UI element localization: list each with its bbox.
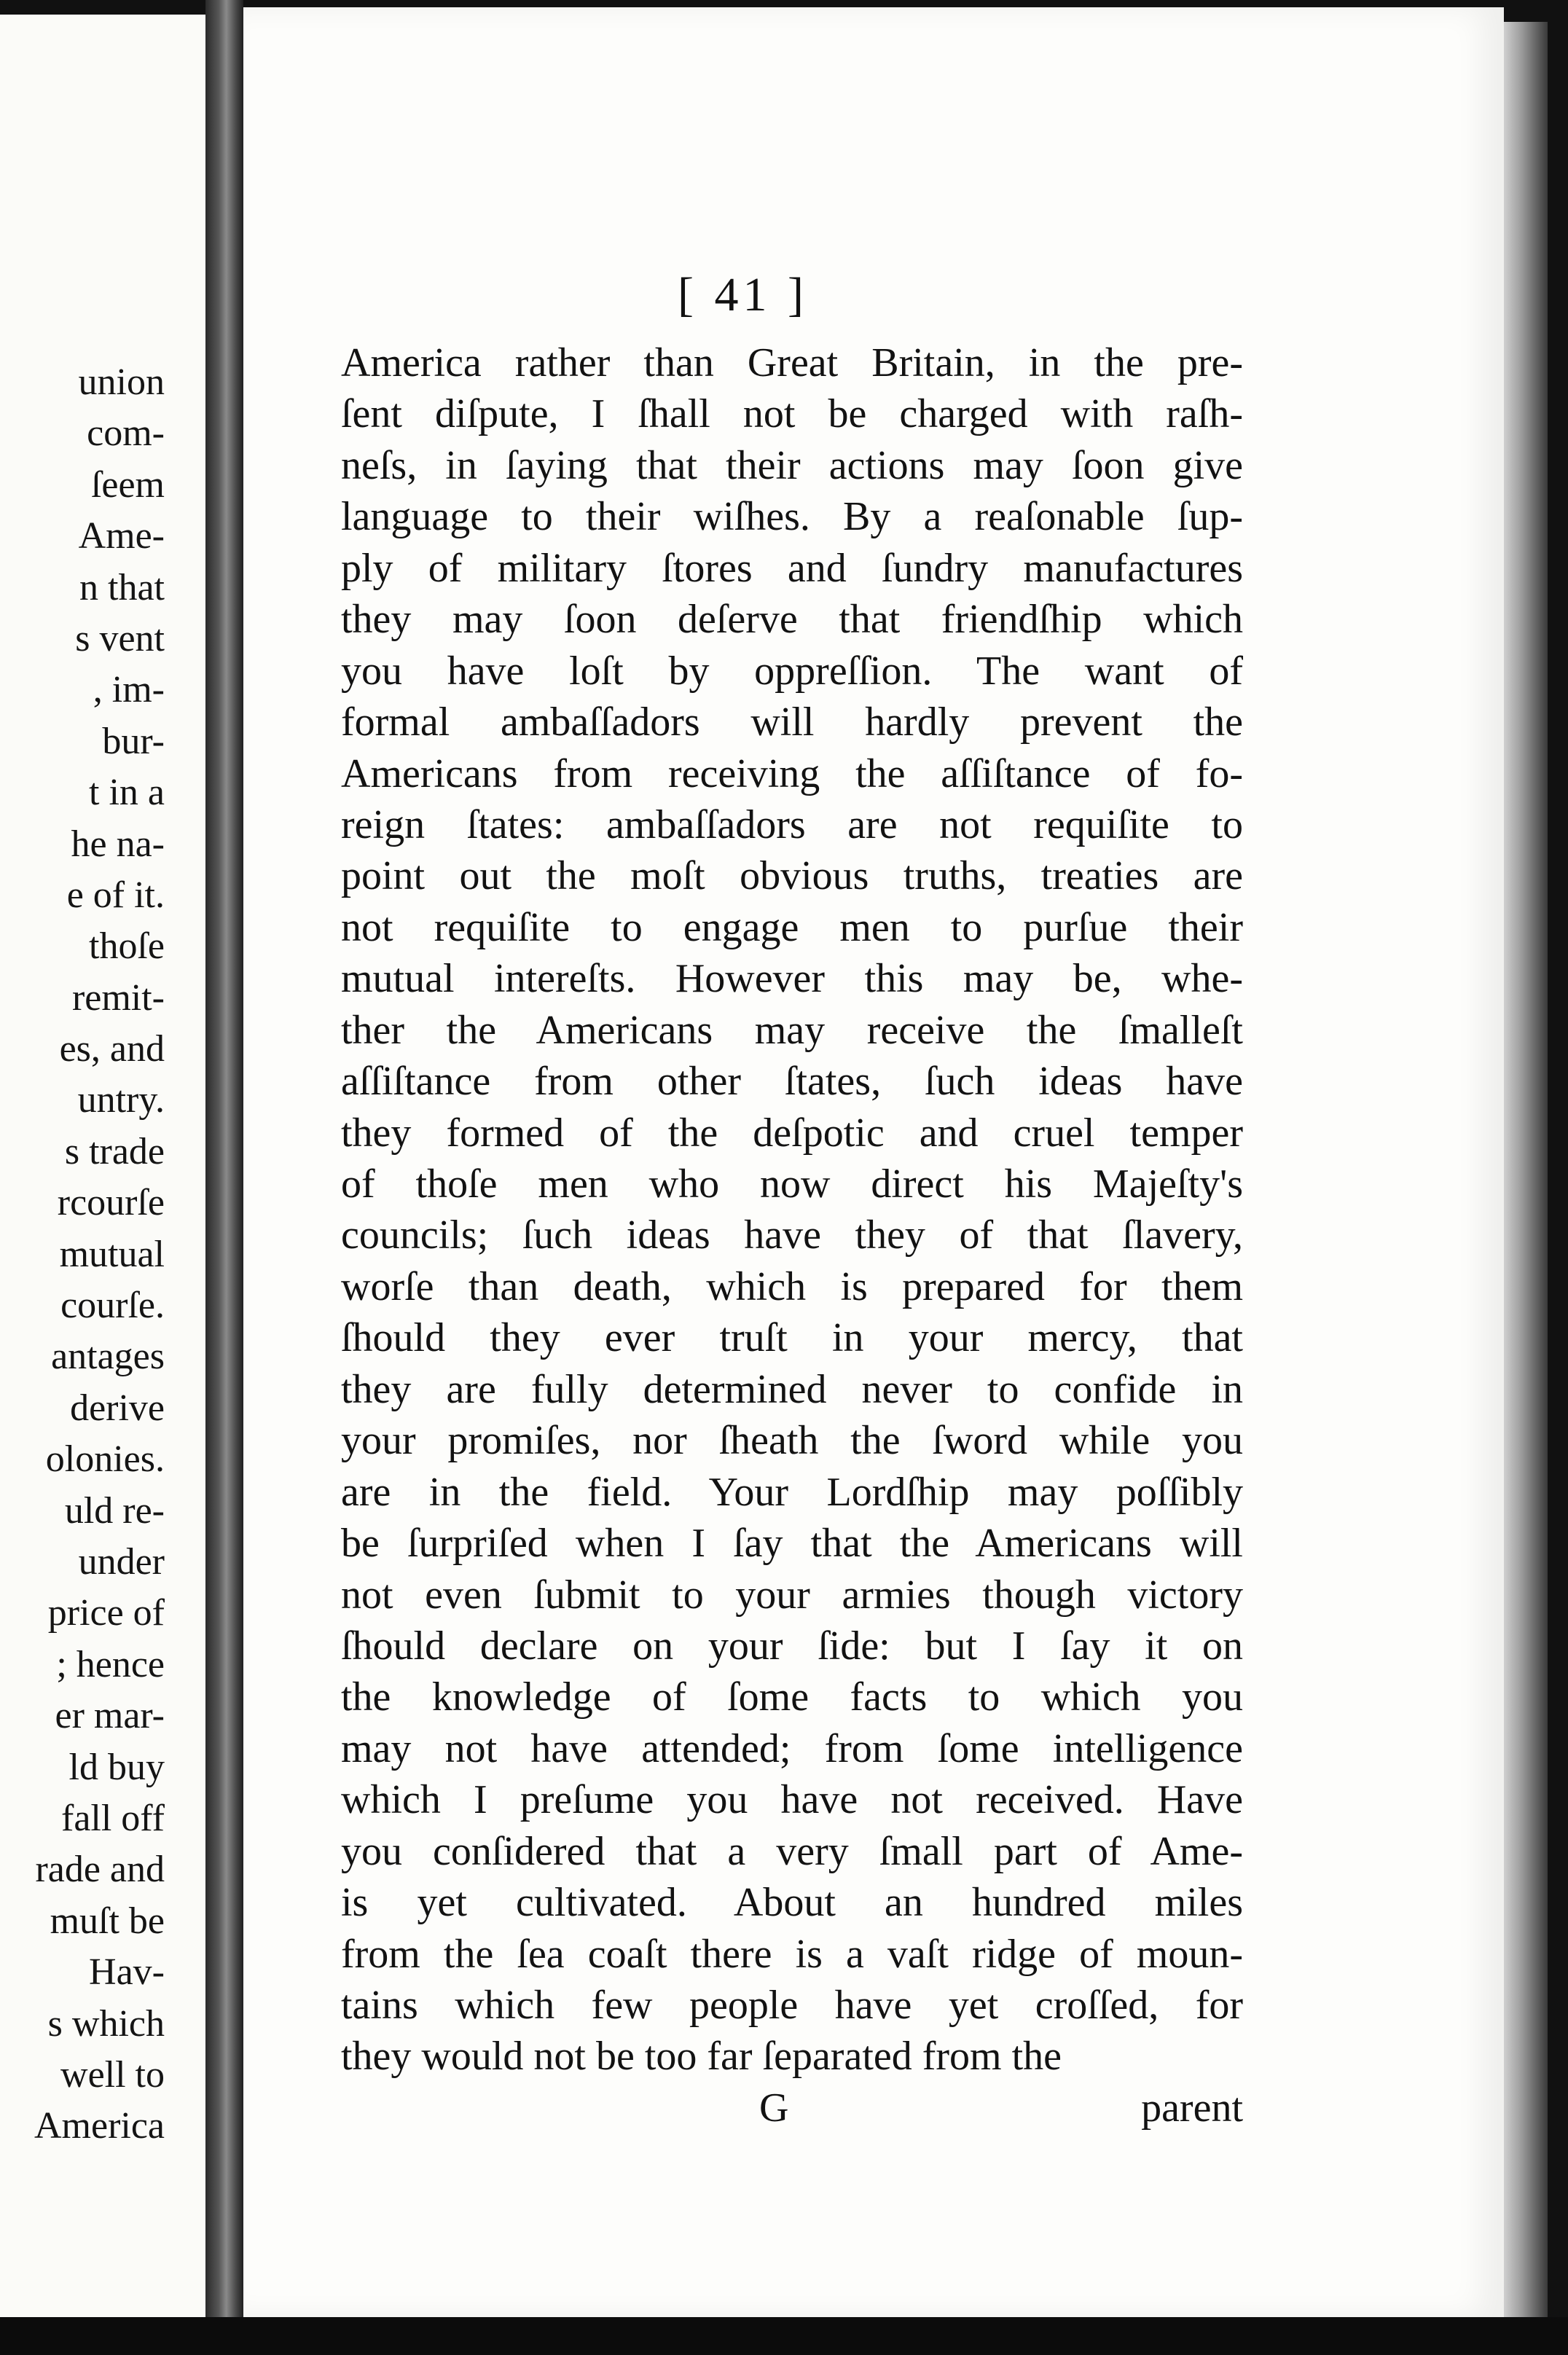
text-line: they would not be too far ſeparated from the [341,2034,1062,2080]
text-line: of thoſe men who now direct his Majeſty's [341,1161,1243,1207]
text-line: which I preſume you have not received. Have [341,1777,1243,1823]
facing-page-line: bur- [102,720,165,762]
text-line: neſs, in ſaying that their actions may ſoon give [341,442,1243,488]
facing-page-line: s trade [64,1130,165,1172]
facing-page-line: under [78,1540,165,1583]
text-line: may not have attended; from ſome intelligence [341,1725,1243,1771]
text-line: be ſurpriſed when I ſay that the Americans will [341,1521,1243,1567]
text-line: you have loſt by oppreſſion. The want of [341,648,1243,694]
text-line: the knowledge of ſome facts to which you [341,1674,1243,1720]
facing-page-line: n that [79,566,165,608]
facing-page-text [0,357,165,2152]
facing-page-line: well to [60,2053,165,2096]
text-line: councils; ſuch ideas have they of that ſlavery, [341,1212,1243,1258]
text-line: is yet cultivated. About an hundred miles [341,1880,1243,1926]
facing-page [0,15,205,2346]
text-line: ſent diſpute, I ſhall not be charged with raſh- [341,391,1243,437]
facing-page-line: he na- [71,823,165,865]
text-line: America rather than Great Britain, in the pre- [341,340,1243,385]
book-gutter [205,0,243,2355]
facing-page-line: remit- [71,976,165,1019]
facing-page-line: t in a [89,772,165,814]
facing-page-line: mutual [59,1233,165,1275]
body-text [341,337,1243,2082]
facing-page-line: ld buy [68,1746,165,1788]
text-line: language to their wiſhes. By a reaſonable ſup- [341,494,1243,540]
facing-page-line: es, and [59,1028,165,1070]
text-line: ther the Americans may receive the ſmalleſt [341,1007,1243,1053]
scan-border [0,2317,1568,2355]
text-line: not even ſubmit to your armies though victory [341,1572,1243,1618]
facing-page-line: ; hence [56,1643,165,1685]
text-line: tains which few people have yet croſſed, for [341,1983,1243,2028]
facing-page-line: s vent [75,617,165,659]
facing-page-line: rcourſe [57,1182,165,1224]
text-line: reign ſtates: ambaſſadors are not requiſite to [341,802,1243,847]
facing-page-line: Hav- [89,1951,165,1994]
facing-page-line: untry. [77,1079,165,1121]
facing-page-line: muſt be [50,1900,165,1942]
text-line: formal ambaſſadors will hardly prevent the [341,700,1243,745]
facing-page-line: antages [51,1336,165,1378]
text-line: they formed of the deſpotic and cruel temper [341,1110,1243,1156]
text-line: you conſidered that a very ſmall part of Ame- [341,1828,1243,1874]
facing-page-line: courſe. [60,1285,165,1327]
text-line: Americans from receiving the aſſiſtance of fo- [341,751,1243,796]
text-line: ſhould declare on your ſide: but I ſay it on [341,1623,1243,1669]
text-line: worſe than death, which is prepared for them [341,1263,1243,1309]
text-line: they may ſoon deſerve that friendſhip which [341,597,1243,643]
facing-page-line: com- [87,412,165,455]
facing-page-line: , im- [93,669,165,711]
facing-page-line: ſeem [90,463,165,506]
text-line: are in the field. Your Lordſhip may poſſibly [341,1469,1243,1515]
page-edge [1504,22,1548,2317]
facing-page-line: rade and [35,1849,165,1891]
facing-page-line: derive [70,1387,165,1429]
text-line: point out the moſt obvious truths, treaties are [341,853,1243,899]
catchword: parent [1141,2085,1243,2131]
facing-page-line: e of it. [66,874,165,916]
facing-page-line: thoſe [89,925,165,968]
facing-page-line: union [78,361,165,403]
text-line: your promiſes, nor ſheath the ſword while you [341,1418,1243,1464]
text-line: they are fully determined never to confide in [341,1366,1243,1412]
facing-page-line: uld re- [64,1489,165,1532]
text-line: ply of military ſtores and ſundry manufactures [341,545,1243,591]
facing-page-line: s which [47,2002,165,2045]
page-number-header: [ 41 ] [678,268,808,321]
text-line: mutual intereſts. However this may be, whe- [341,956,1243,1002]
facing-page-line: olonies. [45,1438,165,1481]
facing-page-line: price of [47,1592,165,1634]
signature-mark: G [759,2085,789,2131]
facing-page-line: America [34,2105,165,2147]
text-line: from the ſea coaſt there is a vaſt ridge of moun- [341,1931,1243,1977]
text-line: not requiſite to engage men to purſue their [341,904,1243,950]
text-line: ſhould they ever truſt in your mercy, that [341,1315,1243,1361]
text-line: aſſiſtance from other ſtates, ſuch ideas have [341,1059,1243,1105]
facing-page-line: fall off [61,1797,165,1839]
facing-page-line: Ame- [78,515,165,557]
facing-page-line: er mar- [55,1695,165,1737]
